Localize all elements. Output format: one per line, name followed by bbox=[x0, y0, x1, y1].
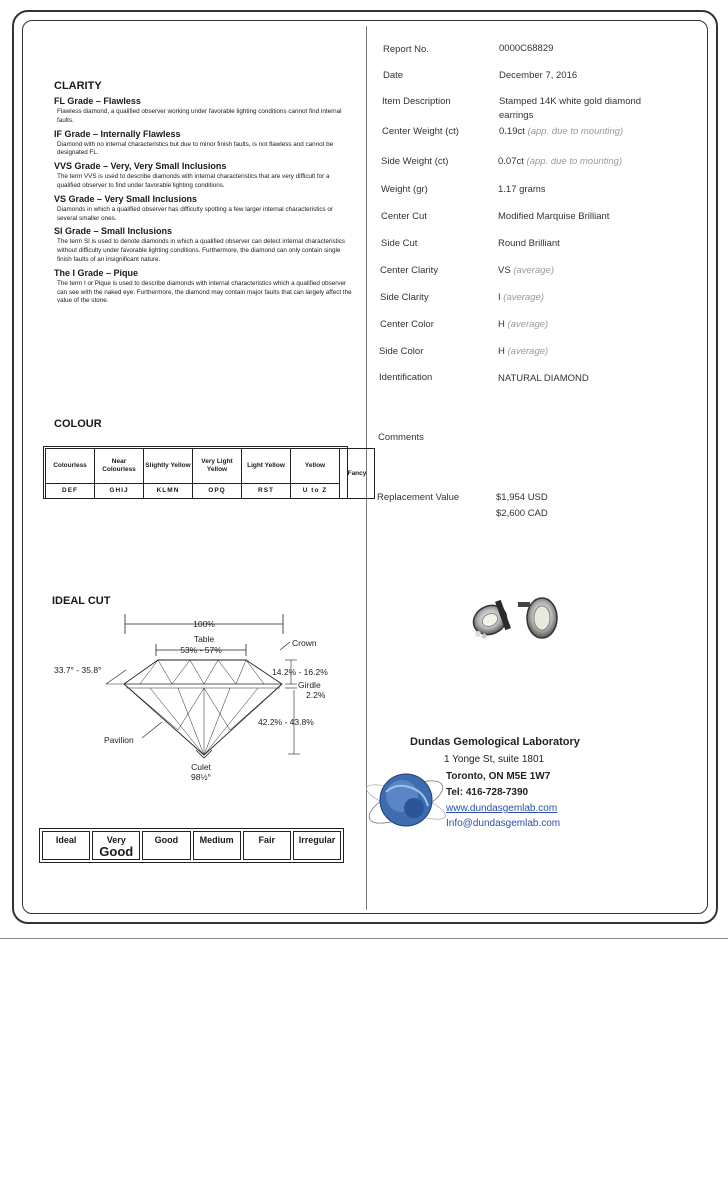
side-weight-note: (app. due to mounting) bbox=[526, 156, 623, 167]
label-center-color: Center Color bbox=[380, 319, 434, 330]
cut-grade-good: Good bbox=[142, 831, 190, 860]
side-clarity-note: (average) bbox=[503, 292, 544, 303]
clarity-desc-i: The term I or Pique is used to describe diamonds with internal characteristics which a qualified observer can see with the naked eye. Furthermore, the diamond may contain major faults that can largely affect the value of the stone. bbox=[57, 279, 352, 305]
center-clarity-value: VS bbox=[498, 265, 511, 276]
label-report-no: Report No. bbox=[383, 44, 429, 55]
value-report-no: 0000C68829 bbox=[499, 43, 554, 54]
page-bottom-rule bbox=[0, 938, 728, 939]
lab-name: Dundas Gemological Laboratory bbox=[410, 736, 580, 748]
label-comments: Comments bbox=[378, 432, 424, 443]
label-side-cut: Side Cut bbox=[381, 238, 418, 249]
center-weight-note: (app. due to mounting) bbox=[527, 126, 624, 137]
pavilion-depth: 42.2% - 43.8% bbox=[258, 717, 314, 727]
clarity-grade-si: SI Grade – Small Inclusions bbox=[54, 226, 173, 237]
lab-email[interactable]: Info@dundasgemlab.com bbox=[446, 818, 561, 829]
colour-title: COLOUR bbox=[54, 418, 102, 430]
label-center-clarity: Center Clarity bbox=[380, 265, 439, 276]
colour-name-slightly-yellow: Slightly Yellow bbox=[144, 449, 193, 484]
clarity-desc-if: Diamond with no internal characteristics but due to minor finish faults, is not flawless and cannot be designated FL. bbox=[57, 140, 334, 157]
crown-height: 14.2% - 16.2% bbox=[272, 667, 328, 677]
value-replacement-cad: $2,600 CAD bbox=[496, 508, 548, 519]
label-center-weight: Center Weight (ct) bbox=[382, 126, 459, 137]
label-identification: Identification bbox=[379, 372, 433, 383]
table-label: Table bbox=[193, 634, 215, 644]
value-side-clarity bbox=[498, 291, 658, 305]
value-date: December 7, 2016 bbox=[499, 70, 578, 81]
side-clarity-value: I bbox=[498, 292, 501, 303]
value-item-description: Stamped 14K white gold diamond earrings bbox=[499, 96, 642, 121]
ideal-cut-title: IDEAL CUT bbox=[52, 595, 111, 607]
earrings-photo bbox=[460, 590, 570, 650]
girdle-label: Girdle bbox=[298, 680, 321, 690]
value-replacement-usd: $1,954 USD bbox=[496, 492, 548, 503]
clarity-desc-si: The term SI is used to denote diamonds in which a qualified observer can detect internal characteristics without difficulty under favorable lighting conditions. Furthermore, the diamond can only contain single finish faults of an insignificant nature. bbox=[57, 238, 346, 263]
value-side-cut: Round Brilliant bbox=[498, 238, 560, 249]
cut-grade-very-good-label: Good bbox=[99, 844, 134, 859]
girdle-pct: 2.2% bbox=[306, 690, 326, 700]
crown-label: Crown bbox=[292, 638, 317, 648]
value-center-clarity bbox=[498, 264, 658, 278]
label-side-color: Side Color bbox=[379, 346, 424, 357]
table-range: 53% - 57% bbox=[180, 645, 222, 655]
colour-code-ghij: GHIJ bbox=[95, 484, 144, 499]
clarity-grade-vs: VS Grade – Very Small Inclusions bbox=[54, 193, 198, 204]
value-weight-gr: 1.17 grams bbox=[498, 184, 546, 195]
center-color-note: (average) bbox=[507, 319, 549, 330]
lab-telephone: Tel: 416-728-7390 bbox=[446, 787, 529, 798]
colour-code-klmn: KLMN bbox=[144, 484, 193, 499]
clarity-desc-vs: Diamonds in which a qualified observer has difficulty spotting a few larger internal characteristics or several smaller ones. bbox=[57, 205, 334, 222]
side-weight-value: 0.07ct bbox=[498, 156, 524, 167]
clarity-grade-vvs: VVS Grade – Very, Very Small Inclusions bbox=[54, 161, 227, 172]
width-100-label: 100% bbox=[193, 619, 215, 629]
center-color-value: H bbox=[498, 319, 505, 330]
cut-grade-irregular: Irregular bbox=[293, 831, 341, 860]
colour-name-very-light-yellow: Very Light Yellow bbox=[193, 449, 242, 484]
clarity-desc-vvs: The term VVS is used to describe diamonds with internal characteristics that are very difficult for a qualified observer to find under favorable lighting conditions. bbox=[57, 173, 330, 189]
lab-globe-logo bbox=[362, 762, 452, 842]
lab-address-line2: Toronto, ON M5E 1W7 bbox=[446, 771, 551, 782]
label-weight-gr: Weight (gr) bbox=[381, 184, 428, 195]
colour-code-opq: OPQ bbox=[193, 484, 242, 499]
label-side-weight: Side Weight (ct) bbox=[381, 156, 449, 167]
value-side-weight bbox=[498, 155, 698, 169]
pavilion-label: Pavilion bbox=[104, 735, 134, 745]
culet-angle: 98½° bbox=[191, 772, 211, 782]
crown-angle: 33.7° - 35.8° bbox=[54, 665, 102, 675]
cut-grade-fair: Fair bbox=[243, 831, 291, 860]
label-replacement-value: Replacement Value bbox=[377, 492, 460, 503]
label-side-clarity: Side Clarity bbox=[380, 292, 429, 303]
cut-grade-medium: Medium bbox=[193, 831, 241, 860]
value-center-color bbox=[498, 318, 658, 332]
label-center-cut: Center Cut bbox=[381, 211, 427, 222]
center-clarity-note: (average) bbox=[513, 265, 554, 276]
cut-grade-very-good bbox=[92, 831, 140, 860]
cut-grade-ideal: Ideal bbox=[42, 831, 90, 860]
label-item-description: Item Description bbox=[382, 96, 451, 107]
colour-code-def: DEF bbox=[46, 484, 95, 499]
colour-code-u-to-z: U to Z bbox=[291, 484, 340, 499]
colour-scale-table bbox=[45, 448, 375, 499]
clarity-section bbox=[54, 80, 354, 306]
clarity-title: CLARITY bbox=[54, 80, 102, 92]
value-identification: NATURAL DIAMOND bbox=[498, 373, 589, 384]
side-color-note: (average) bbox=[507, 346, 549, 357]
cut-grade-very-label: Very bbox=[106, 835, 126, 845]
diamond-proportions-diagram bbox=[50, 610, 350, 790]
side-color-value: H bbox=[498, 346, 505, 357]
colour-name-light-yellow: Light Yellow bbox=[242, 449, 291, 484]
colour-code-rst: RST bbox=[242, 484, 291, 499]
colour-name-near-colourless: Near Colourless bbox=[95, 449, 144, 484]
value-side-color bbox=[498, 345, 658, 359]
colour-name-fancy: Fancy bbox=[340, 449, 375, 499]
colour-name-colourless: Colourless bbox=[46, 449, 95, 484]
value-center-weight bbox=[499, 125, 699, 139]
clarity-grade-i: The I Grade – Pique bbox=[54, 267, 139, 278]
clarity-grade-fl: FL Grade – Flawless bbox=[54, 96, 141, 106]
value-center-cut: Modified Marquise Brilliant bbox=[498, 211, 610, 222]
lab-website-link[interactable]: www.dundasgemlab.com bbox=[446, 803, 558, 814]
lab-address-line1: 1 Yonge St, suite 1801 bbox=[444, 754, 545, 765]
culet-label: Culet bbox=[191, 762, 211, 772]
clarity-grade-if: IF Grade – Internally Flawless bbox=[54, 128, 181, 139]
clarity-desc-fl: Flawless diamond, a qualified observer working under favorable lighting conditions cannot find internal faults. bbox=[57, 108, 342, 124]
label-date: Date bbox=[383, 70, 404, 81]
cut-grade-scale bbox=[39, 828, 344, 863]
center-weight-value: 0.19ct bbox=[499, 126, 525, 137]
colour-name-yellow: Yellow bbox=[291, 449, 340, 484]
